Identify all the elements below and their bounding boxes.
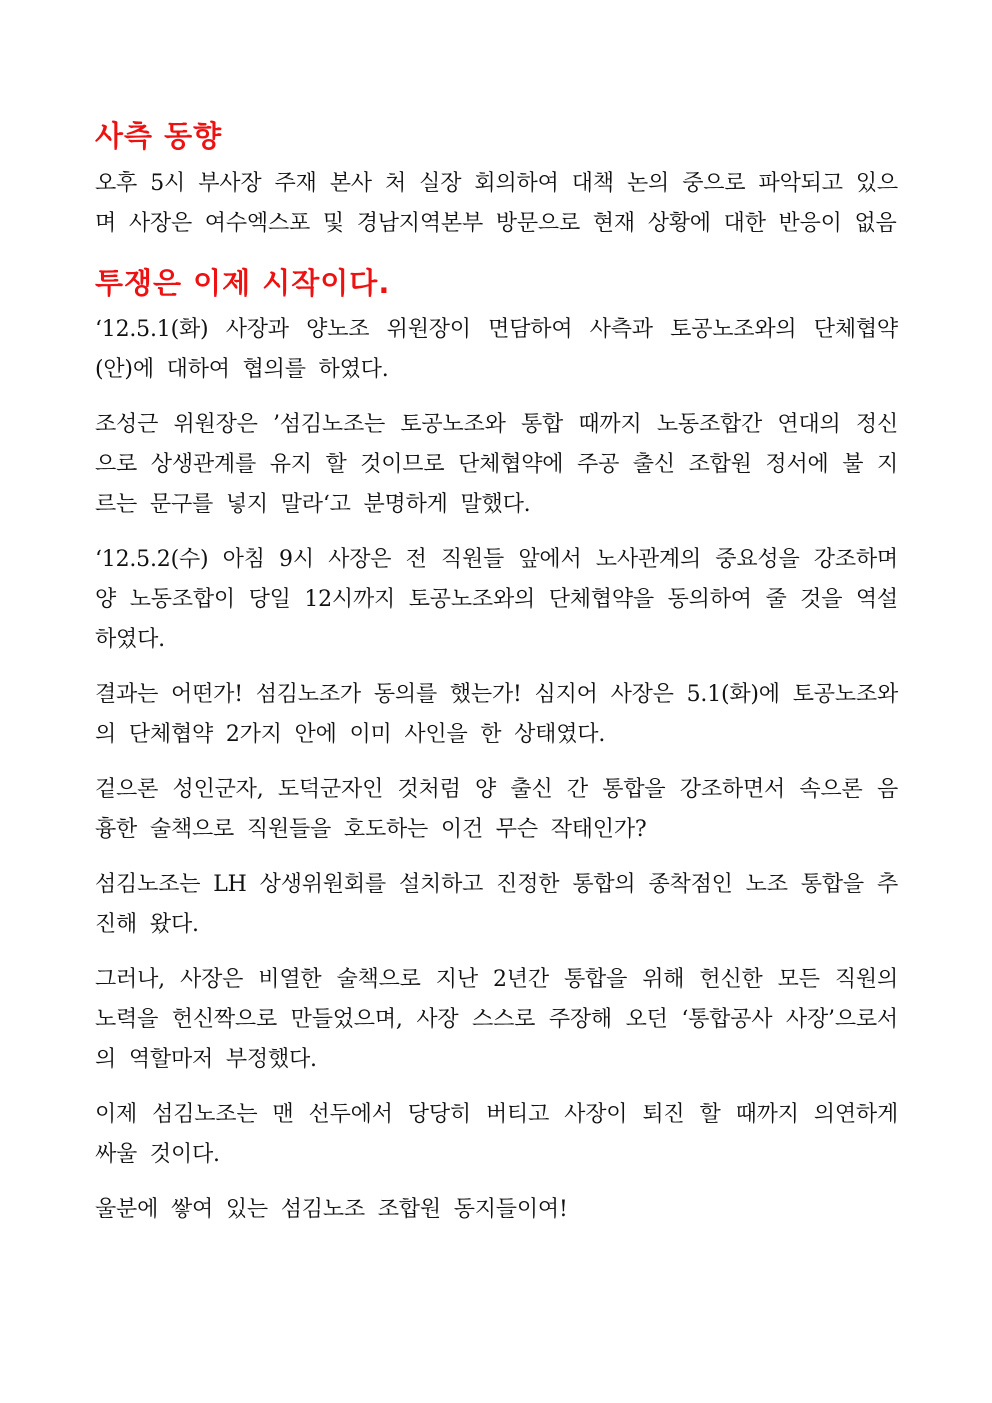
body-paragraph: 조성근 위원장은 ’섬김노조는 토공노조와 통합 때까지 노동조합간 연대의 정신으로 상생관계를 유지 할 것이므로 단체협약에 주공 출신 조합원 정서에 불 지르는 문구를 넣지 말라‘고 분명하게 말했다. (95, 412, 898, 517)
company-trend-paragraph: 오후 5시 부사장 주재 본사 처 실장 회의하여 대책 논의 중으로 파악되고 있으며 사장은 여수엑스포 및 경남지역본부 방문으로 현재 상황에 대한 반응이 없음 (95, 171, 898, 236)
document-page (95, 112, 898, 1230)
body-paragraph: 이제 섬김노조는 맨 선두에서 당당히 버티고 사장이 퇴진 할 때까지 의연하게 싸울 것이다. (95, 1102, 898, 1167)
body-paragraph: 겉으론 성인군자, 도덕군자인 것처럼 양 출신 간 통합을 강조하면서 속으론 음흉한 술책으로 직원들을 호도하는 이건 무슨 작태인가? (95, 777, 898, 842)
section-title-company-trend: 사측 동향 (95, 119, 223, 153)
body-paragraph: ‘12.5.1(화) 사장과 양노조 위원장이 면담하여 사측과 토공노조와의 단체협약(안)에 대하여 협의를 하였다. (95, 317, 898, 382)
body-paragraph: 결과는 어떤가! 섬김노조가 동의를 했는가! 심지어 사장은 5.1(화)에 토공노조와의 단체협약 2가지 안에 이미 사인을 한 상태였다. (95, 682, 898, 747)
section-title-struggle-begins: 투쟁은 이제 시작이다. (95, 266, 391, 300)
body-paragraph: ‘12.5.2(수) 아침 9시 사장은 전 직원들 앞에서 노사관계의 중요성을 강조하며 양 노동조합이 당일 12시까지 토공노조와의 단체협약을 동의하여 줄 것을 역설하였다. (95, 547, 898, 652)
body-paragraph: 섬김노조는 LH 상생위원회를 설치하고 진정한 통합의 종착점인 노조 통합을 추진해 왔다. (95, 872, 898, 937)
closing-paragraph: 울분에 쌓여 있는 섬김노조 조합원 동지들이여! (95, 1197, 568, 1222)
body-paragraph: 그러나, 사장은 비열한 술책으로 지난 2년간 통합을 위해 헌신한 모든 직원의 노력을 헌신짝으로 만들었으며, 사장 스스로 주장해 오던 ‘통합공사 사장’으로서의 역할마저 부정했다. (95, 967, 898, 1072)
